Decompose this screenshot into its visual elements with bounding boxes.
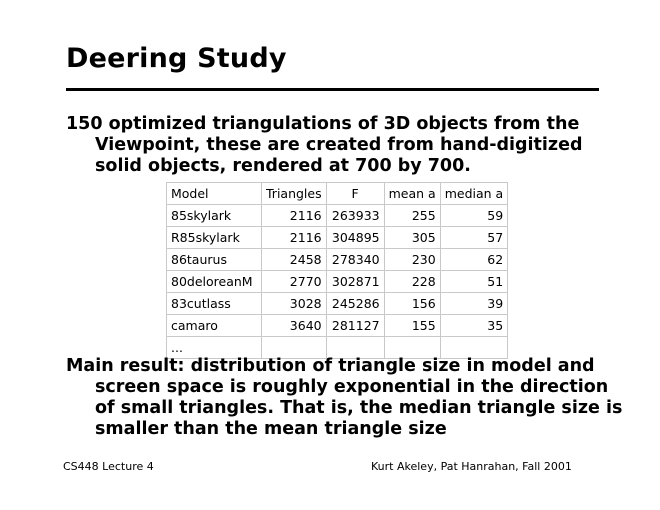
table-row: [167, 227, 508, 249]
table-cell: 156: [384, 293, 440, 315]
table-cell: 86taurus: [167, 249, 262, 271]
footer-course: CS448 Lecture 4: [63, 460, 154, 473]
results-table: [166, 182, 508, 359]
table-cell: 305: [384, 227, 440, 249]
table-cell: 245286: [326, 293, 384, 315]
table-cell: 2116: [262, 205, 327, 227]
column-header: Triangles: [262, 183, 327, 205]
table-cell: 278340: [326, 249, 384, 271]
table-cell: 3640: [262, 315, 327, 337]
footer-authors: Kurt Akeley, Pat Hanrahan, Fall 2001: [371, 460, 572, 473]
column-header: median a: [440, 183, 508, 205]
table-cell: 83cutlass: [167, 293, 262, 315]
intro-paragraph: 150 optimized triangulations of 3D objects from the Viewpoint, these are created from hand-digitized solid objects, rendered at 700 by 700.: [66, 114, 583, 176]
title-divider: [66, 88, 599, 91]
column-header: F: [326, 183, 384, 205]
table-cell: 39: [440, 293, 508, 315]
result-paragraph: Main result: distribution of triangle size in model and screen space is roughly exponential in the direction of small triangles. That is, the median triangle size is smaller than the mean triangle size: [66, 356, 623, 439]
table-cell: 51: [440, 271, 508, 293]
table-row: [167, 271, 508, 293]
table-cell: 85skylark: [167, 205, 262, 227]
table-cell: 230: [384, 249, 440, 271]
table-row: [167, 315, 508, 337]
column-header: Model: [167, 183, 262, 205]
table-cell: 59: [440, 205, 508, 227]
table-cell: 304895: [326, 227, 384, 249]
table-cell: 255: [384, 205, 440, 227]
table-cell: 80deloreanM: [167, 271, 262, 293]
table-cell: R85skylark: [167, 227, 262, 249]
table-cell: 35: [440, 315, 508, 337]
table-cell: 263933: [326, 205, 384, 227]
table-cell: 57: [440, 227, 508, 249]
table-header-row: [167, 183, 508, 205]
table-cell: 155: [384, 315, 440, 337]
table-row: [167, 205, 508, 227]
table-cell: 2458: [262, 249, 327, 271]
table-cell: 2116: [262, 227, 327, 249]
table-cell: 302871: [326, 271, 384, 293]
table-row: [167, 293, 508, 315]
table-cell: camaro: [167, 315, 262, 337]
table-row: [167, 249, 508, 271]
slide-title: Deering Study: [66, 43, 287, 74]
table-cell: 62: [440, 249, 508, 271]
table-cell: 281127: [326, 315, 384, 337]
column-header: mean a: [384, 183, 440, 205]
table-cell: 228: [384, 271, 440, 293]
table-cell: ...: [167, 337, 262, 359]
table-cell: 2770: [262, 271, 327, 293]
table-cell: 3028: [262, 293, 327, 315]
